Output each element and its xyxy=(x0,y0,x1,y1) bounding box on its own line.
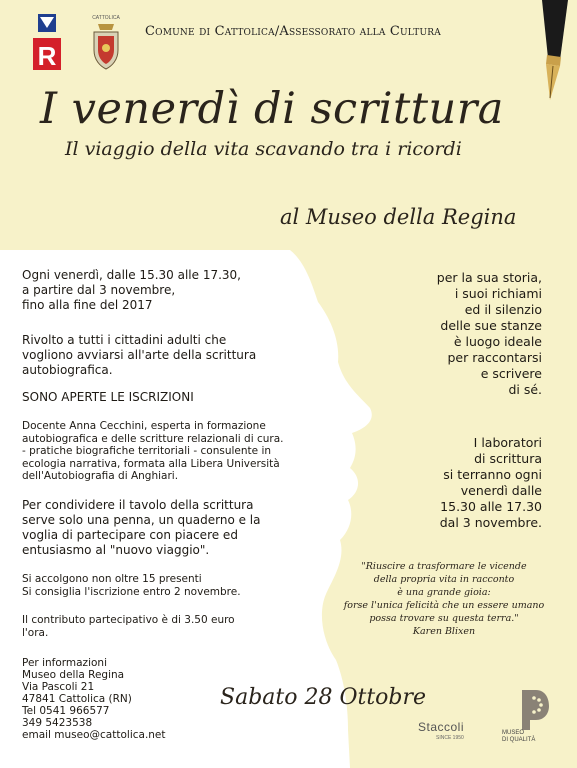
registration-text: SONO APERTE LE ISCRIZIONI xyxy=(22,390,194,404)
schedule-text: Ogni venerdì, dalle 15.30 alle 17.30, a partire dal 3 novembre, fino alla fine del 2017 xyxy=(22,268,241,312)
fee-text: Il contributo partecipativo è di 3.50 euro l'ora. xyxy=(22,614,235,639)
subtitle: Il viaggio della vita scavando tra i ricordi xyxy=(65,138,462,160)
organization-heading: Comune di Cattolica/Assessorato alla Cultura xyxy=(145,24,441,39)
quote-text: "Riuscire a trasformare le vicende della propria vita in racconto è una grande gioia: forse l'unica felicità che un essere umano possa trovare su questa terra." xyxy=(343,561,545,624)
museo-qualita-logo-icon xyxy=(518,690,550,730)
svg-text:CATTOLICA: CATTOLICA xyxy=(92,15,120,21)
limits-text: Si accolgono non oltre 15 presenti Si consiglia l'iscrizione entro 2 novembre. xyxy=(22,573,241,598)
teacher-text: Docente Anna Cecchini, esperta in formazione autobiografica e delle scritture relazionali di cura. - pratiche biografiche territoriali - consulente in ecologia narrativa, formata alla Libera Università dell'Autobiografia di Anghiari. xyxy=(22,420,284,482)
labs-text: I laboratori di scrittura si terranno ogni venerdì dalle 15.30 alle 17.30 dal 3 novembre. xyxy=(439,435,542,530)
staccoli-logo: Staccoli xyxy=(418,720,465,734)
regina-logo-icon xyxy=(32,14,62,72)
quote-block xyxy=(340,560,548,638)
fountain-pen-icon xyxy=(520,0,570,105)
audience-text: Rivolto a tutti i cittadini adulti che vogliono avviarsi all'arte della scrittura autobiografica. xyxy=(22,333,257,377)
svg-text:R: R xyxy=(37,41,57,71)
venue-line: al Museo della Regina xyxy=(280,205,517,229)
museo-qualita-label: MUSEO DI QUALITÀ xyxy=(502,730,536,743)
requirements-text: Per condividere il tavolo della scrittura serve solo una penna, un quaderno e la voglia di partecipare con piacere ed entusiasmo al "nuovo viaggio". xyxy=(22,498,261,557)
quote-author: Karen Blixen xyxy=(412,626,476,637)
main-title: I venerdì di scrittura xyxy=(40,84,504,134)
cattolica-crest-icon xyxy=(88,12,124,72)
event-date: Sabato 28 Ottobre xyxy=(220,685,427,710)
history-text: per la sua storia, i suoi richiami ed il silenzio delle sue stanze è luogo ideale per raccontarsi e scrivere di sé. xyxy=(436,270,542,397)
staccoli-since: SINCE 1950 xyxy=(436,735,464,741)
contacts-text: Per informazioni Museo della Regina Via Pascoli 21 47841 Cattolica (RN) Tel 0541 966577 349 5423538 email museo@cattolica.net xyxy=(22,657,166,741)
